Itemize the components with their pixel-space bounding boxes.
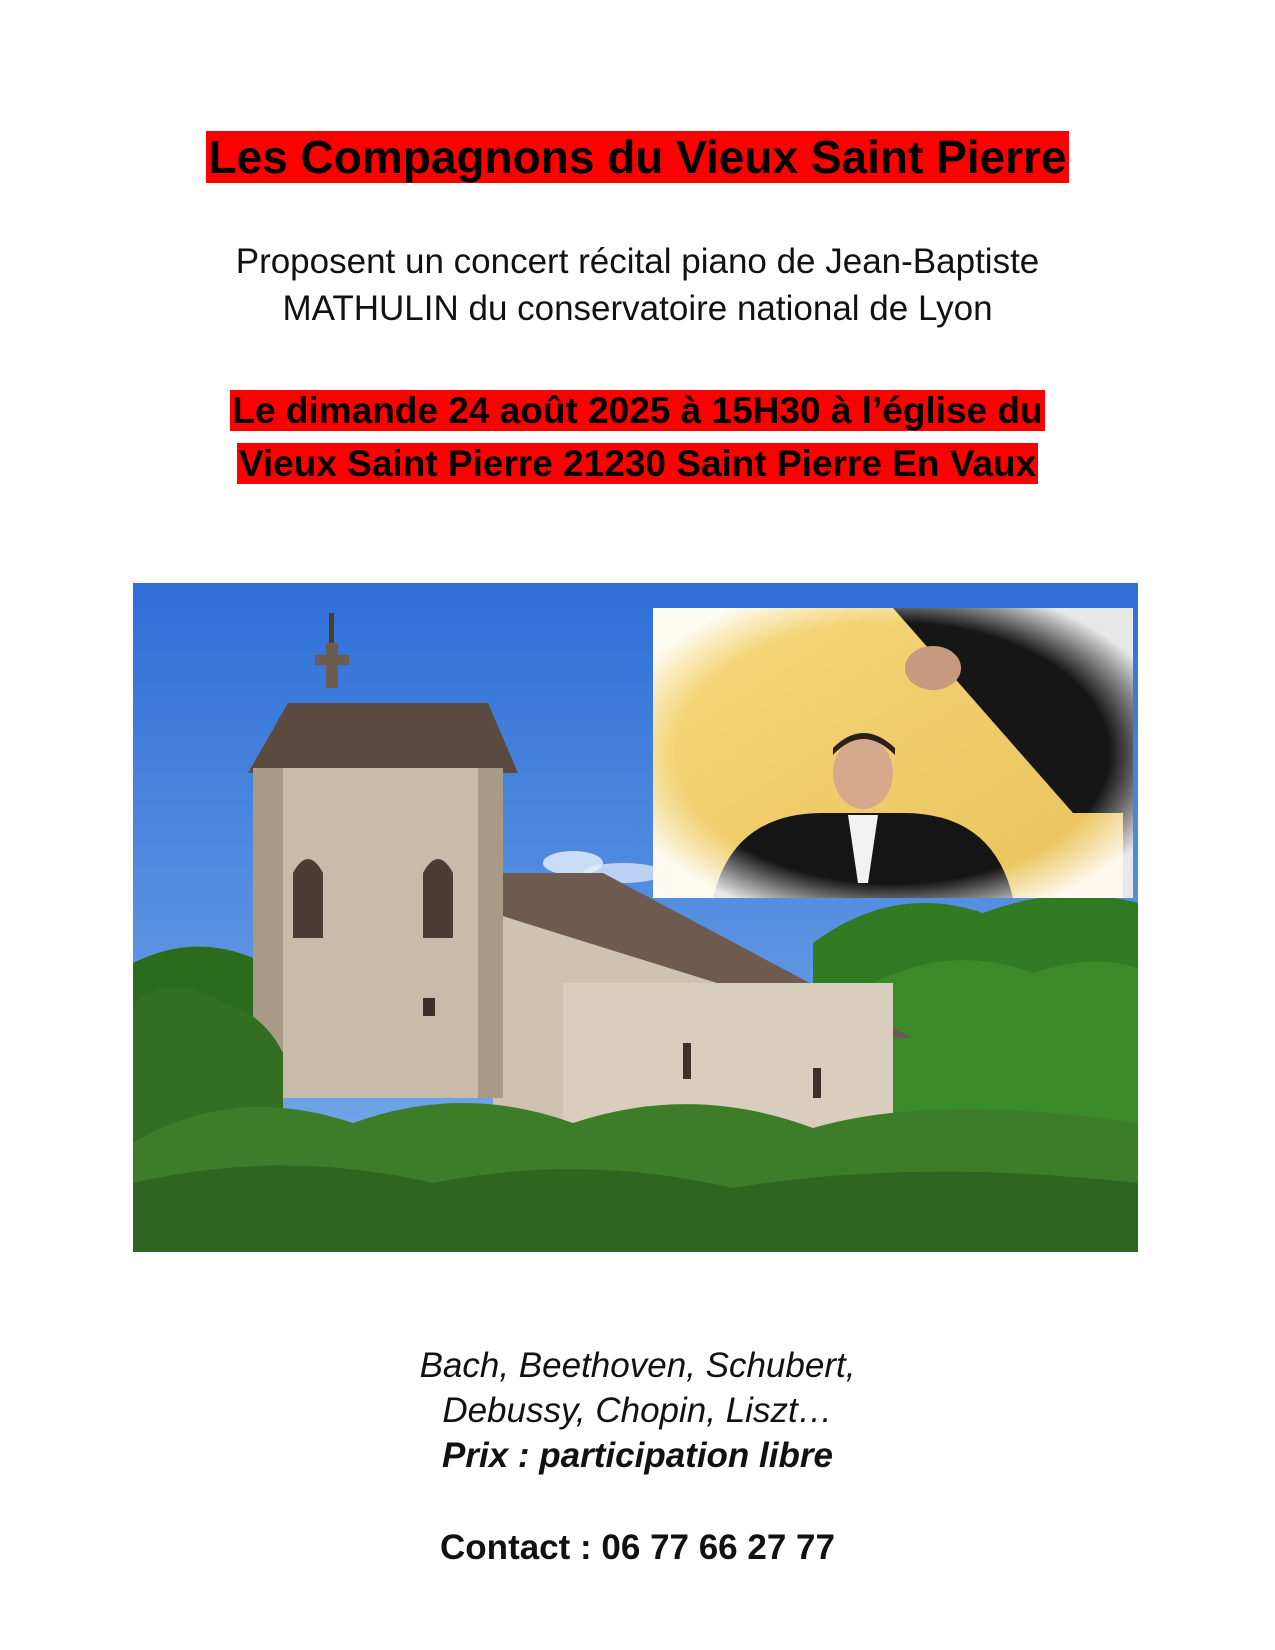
concert-photo: [133, 583, 1138, 1252]
composers-line-2: Debussy, Chopin, Liszt…: [442, 1391, 833, 1430]
contact: Contact : 06 77 66 27 77: [440, 1528, 835, 1567]
composers: [0, 1343, 1275, 1433]
subtitle-line-1: Proposent un concert récital piano de Jean-Baptiste: [235, 242, 1040, 281]
page-title: [0, 127, 1275, 187]
title-text: Les Compagnons du Vieux Saint Pierre: [208, 131, 1067, 183]
event-details: [0, 384, 1275, 490]
composers-line-1: Bach, Beethoven, Schubert,: [419, 1346, 856, 1385]
event-line-1: Le dimande 24 août 2025 à 15H30 à l’église du: [232, 390, 1043, 431]
subtitle: [0, 238, 1275, 332]
price: Prix : participation libre: [442, 1436, 833, 1475]
event-line-2: Vieux Saint Pierre 21230 Saint Pierre En Vaux: [238, 443, 1037, 484]
pianist-inset: [653, 608, 1133, 898]
subtitle-line-2: MATHULIN du conservatoire national de Lyon: [282, 289, 993, 328]
